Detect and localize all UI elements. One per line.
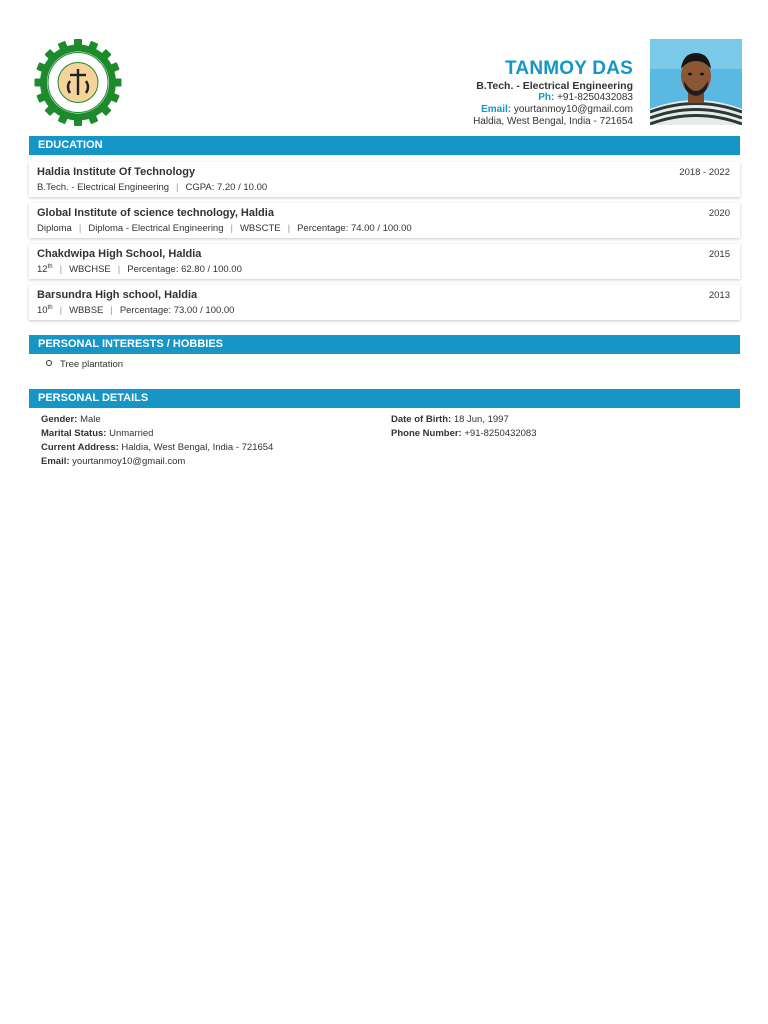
education-details bbox=[37, 223, 412, 234]
education-year: 2018 - 2022 bbox=[679, 167, 730, 178]
grade: 10 bbox=[37, 305, 48, 317]
marital-label: Marital Status: bbox=[41, 428, 107, 439]
board: WBCHSE bbox=[69, 264, 111, 276]
score: Percentage: 62.80 / 100.00 bbox=[127, 264, 242, 276]
separator: | bbox=[59, 264, 63, 276]
list-item bbox=[46, 359, 123, 370]
section-education: EDUCATION bbox=[29, 136, 740, 155]
score: Percentage: 73.00 / 100.00 bbox=[119, 305, 235, 317]
email-row bbox=[41, 455, 273, 469]
education-details bbox=[37, 305, 234, 316]
address-row bbox=[41, 441, 273, 455]
hobby-text: Tree plantation bbox=[60, 359, 124, 370]
phone-value: +91-8250432083 bbox=[464, 428, 537, 439]
dob-row bbox=[391, 413, 537, 427]
education-year: 2020 bbox=[708, 208, 730, 219]
institution-name: Barsundra High school, Haldia bbox=[37, 289, 198, 301]
section-personal-details: PERSONAL DETAILS bbox=[29, 389, 740, 408]
section-hobbies: PERSONAL INTERESTS / HOBBIES bbox=[29, 335, 740, 354]
phone-value: +91-8250432083 bbox=[557, 92, 633, 103]
separator: | bbox=[59, 305, 63, 317]
gender-row bbox=[41, 413, 273, 427]
address-label: Current Address: bbox=[41, 442, 119, 453]
dob-label: Date of Birth: bbox=[391, 414, 452, 425]
email-value[interactable]: yourtanmoy10@gmail.com bbox=[513, 104, 633, 115]
score: CGPA: 7.20 / 10.00 bbox=[185, 182, 268, 193]
institution-name: Chakdwipa High School, Haldia bbox=[37, 248, 202, 260]
phone-row bbox=[391, 427, 537, 441]
address-line: Haldia, West Bengal, India - 721654 bbox=[473, 116, 633, 127]
candidate-name: TANMOY DAS bbox=[505, 58, 633, 79]
profile-photo bbox=[650, 39, 742, 125]
education-row bbox=[29, 162, 740, 197]
separator: | bbox=[230, 223, 233, 234]
phone-label: Phone Number: bbox=[391, 428, 462, 439]
marital-row bbox=[41, 427, 273, 441]
education-year: 2015 bbox=[708, 249, 730, 260]
candidate-degree: B.Tech. - Electrical Engineering bbox=[476, 80, 633, 92]
bullet-icon bbox=[46, 360, 52, 366]
personal-details-right bbox=[391, 413, 537, 441]
course: Diploma - Electrical Engineering bbox=[88, 223, 224, 234]
email-label: Email: bbox=[481, 104, 512, 115]
email-value[interactable]: yourtanmoy10@gmail.com bbox=[72, 456, 186, 467]
dob-value: 18 Jun, 1997 bbox=[453, 414, 509, 425]
education-row bbox=[29, 244, 740, 279]
email-line bbox=[473, 104, 633, 116]
education-row bbox=[29, 203, 740, 238]
separator: | bbox=[110, 305, 113, 317]
grade-suffix: th bbox=[47, 305, 53, 311]
board: WBBSE bbox=[69, 305, 104, 317]
address-value: Haldia, West Bengal, India - 721654 bbox=[121, 442, 274, 453]
separator: | bbox=[117, 264, 121, 276]
board: WBSCTE bbox=[239, 223, 281, 234]
marital-value: Unmarried bbox=[109, 428, 154, 439]
education-details bbox=[37, 182, 267, 193]
institution-name: Global Institute of science technology, Haldia bbox=[37, 207, 274, 219]
grade: 12 bbox=[37, 264, 48, 276]
gender-value: Male bbox=[80, 414, 101, 425]
phone-line bbox=[473, 92, 633, 104]
separator: | bbox=[176, 182, 179, 193]
education-row bbox=[29, 285, 740, 320]
separator: | bbox=[78, 223, 82, 234]
course: B.Tech. - Electrical Engineering bbox=[37, 182, 170, 193]
personal-details-left bbox=[41, 413, 273, 469]
college-logo bbox=[32, 39, 124, 126]
gear-icon bbox=[35, 39, 122, 126]
score: Percentage: 74.00 / 100.00 bbox=[297, 223, 412, 234]
institution-name: Haldia Institute Of Technology bbox=[37, 166, 196, 178]
education-year: 2013 bbox=[708, 290, 730, 301]
separator: | bbox=[287, 223, 291, 234]
email-label: Email: bbox=[41, 456, 70, 467]
resume-header bbox=[473, 58, 633, 128]
education-details bbox=[37, 264, 242, 275]
level: Diploma bbox=[37, 223, 72, 234]
grade-suffix: th bbox=[47, 264, 53, 270]
gender-label: Gender: bbox=[41, 414, 78, 425]
phone-label: Ph: bbox=[538, 92, 555, 103]
